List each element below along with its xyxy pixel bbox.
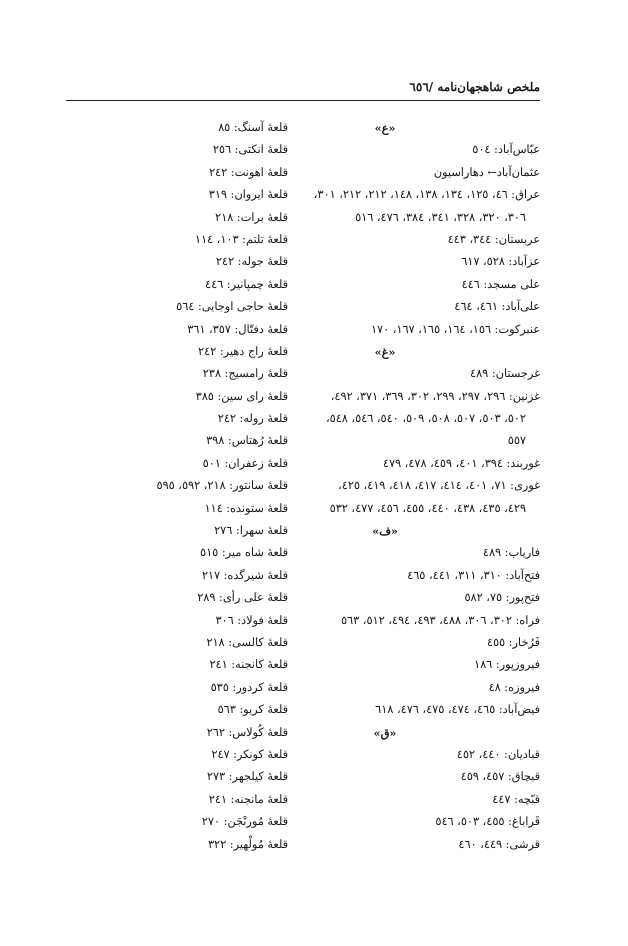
index-entry: قلعهٔ شاه میر: ٥١٥	[200, 546, 288, 560]
index-entry: قلعهٔ برات: ٢١٨	[215, 210, 288, 224]
index-entry: قلعهٔ سهرا: ٢٧٦	[214, 524, 288, 538]
letter-heading: «ف»	[372, 524, 398, 539]
index-entry: علی مسجد: ٤٤٦	[461, 277, 540, 291]
index-entry: عراق: ٤٦، ١٢٥، ١٣٤، ١٣٨، ١٤٨، ٢١٢، ٢١٢، ٣٠١،	[313, 188, 540, 202]
letter-heading: «ع»	[374, 121, 396, 135]
index-entry: قلعهٔ کردور: ٥٣٥	[210, 680, 288, 694]
index-entry: قلعهٔ رای سین: ٣٨٥	[195, 389, 288, 403]
index-entry: قَراباغ: ٤٥٥، ٥٠٣، ٥٤٦	[435, 815, 540, 829]
index-entry: قلعهٔ چمپانیر: ٤٤٦	[205, 277, 288, 291]
index-entry: قلعهٔ اهونت: ٢٤٢	[208, 165, 288, 179]
index-entry: علی‌آباد: ٤٦١، ٤٦٤	[454, 300, 540, 314]
index-entry: فیض‌آباد: ٤٦٥، ٤٧٤، ٤٧٥، ٤٧٦، ٦١٨	[375, 703, 540, 717]
index-entry: فراه: ٣٠٢، ٣٠٦، ٤٨٨، ٤٩٣، ٤٩٤، ٥١٢، ٥٦٣	[340, 613, 540, 627]
index-entry: قلعهٔ مُورنْجَن: ٢٧٠	[201, 815, 288, 829]
index-entry: قلعهٔ راج دهیر: ٢٤٢	[198, 344, 288, 358]
index-entry: غوربند: ٣٩٤، ٤٠١، ٤٥٩، ٤٧٨، ٤٧٩	[382, 456, 540, 470]
index-entry: فیروزه: ٤٨	[488, 680, 540, 694]
index-entry: قلعهٔ رامسیج: ٢٣٨	[202, 367, 288, 381]
index-entry: عبّاس‌آباد: ٥٠٤	[472, 143, 540, 157]
letter-heading: «غ»	[374, 344, 396, 359]
index-entry: قلعهٔ ایروان: ٣١٩	[208, 188, 288, 202]
letter-heading: «ق»	[373, 725, 397, 740]
index-entry: قلعهٔ کالسی: ٢١٨	[206, 635, 288, 649]
index-entry: فتح‌آباد: ٣١٠، ٣١١، ٤٤١، ٤٦٥	[407, 568, 540, 582]
index-entry-continuation: ٥٠٢، ٥٠٣، ٥٠٧، ٥٠٨، ٥٠٩، ٥٤٠، ٥٤٦، ٥٤٨،	[325, 412, 526, 426]
running-title: ملخص شاهجهان‌نامه /٦٥٦	[409, 80, 540, 94]
index-entry: قلعهٔ جوله: ٢٤٢	[215, 255, 288, 269]
index-entry: قلعهٔ سانتور: ٢١٨، ٥٩٢، ٥٩٥	[156, 479, 288, 493]
index-entry: قلعهٔ روله: ٢٤٢	[217, 412, 288, 426]
index-entry: فَرُخار: ٤٥٥	[486, 635, 540, 649]
index-entry: عزآباد: ٥٢٨، ٦١٧	[461, 255, 540, 269]
index-entry: فتح‌پور: ٧٥، ٥٨٢	[464, 591, 540, 605]
index-entry: قلعهٔ آسنگ: ٨٥	[218, 121, 288, 134]
index-entry: عثمان‌آباد← دهاراسیون	[433, 165, 540, 179]
index-entry: قلعهٔ مانجنه: ٢٤١	[208, 792, 288, 806]
index-entry: غزنین: ٢٩٦، ٢٩٧، ٢٩٩، ٣٠٢، ٣٦٩، ٣٧١، ٤٩٢،	[330, 389, 540, 403]
index-entry: قبادیان: ٤٤٠، ٤٥٢	[456, 747, 540, 761]
index-entry: فارياب: ٤٨٩	[482, 546, 540, 560]
index-entry: قلعهٔ کیلجهر: ٢٧٣	[206, 770, 288, 784]
index-entry: عربستان: ٣٤٤، ٤٤٣	[447, 232, 540, 246]
index-entry-continuation: ٣٠٦، ٣٢٠، ٣٢٨، ٣٤١، ٣٨٤، ٤٧٦، ٥١٦	[355, 210, 526, 224]
index-entry-continuation: ٥٥٧	[507, 434, 526, 448]
index-entry: قرشی: ٤٤٩، ٤٦٠	[458, 837, 540, 851]
index-entry: قلعهٔ مُولْهیر: ٣٢٢	[207, 837, 288, 851]
index-entry: قلعهٔ تلتم: ١٠٣، ١١٤	[194, 232, 288, 246]
index-entry: قلعهٔ کانجنه: ٢٤١	[209, 658, 288, 672]
index-entry: قلعهٔ علی رأی: ٢٨٩	[197, 591, 288, 605]
index-entry: غوری: ٧١، ٤٠١، ٤١٤، ٤١٧، ٤١٨، ٤١٩، ٤٢٥،	[338, 479, 540, 493]
index-entry: قلعهٔ کُولاس: ٢٦٢	[206, 725, 288, 739]
index-entry: قلعهٔ فولاد: ٣٠٦	[215, 613, 288, 627]
index-entry: قلعهٔ شیرگده: ٢١٧	[201, 568, 288, 582]
index-column-left	[48, 117, 288, 856]
index-entry: عنبرکوت: ١٥٦، ١٦٤، ١٦٥، ١٦٧، ١٧٠	[370, 322, 540, 336]
index-entry: قلعهٔ انکتی: ٢٥٦	[212, 143, 288, 157]
index-entry: قلعهٔ ستونده: ١١٤	[204, 501, 288, 515]
index-entry: قلعهٔ کریو: ٥٦٣	[217, 703, 288, 717]
index-entry: غرجستان: ٤٨٩	[470, 367, 540, 381]
index-entry: قلعهٔ کونکر: ٢٤٧	[211, 747, 288, 761]
index-entry: قبچاق: ٤٥٧، ٤٥٩	[460, 770, 540, 784]
index-entry: قلعهٔ زعفران: ٥٠١	[202, 456, 288, 470]
index-entry: قلعهٔ حاجی اوجایی: ٥٦٤	[176, 300, 288, 314]
index-entry: قلعهٔ دفتّال: ٣٥٧، ٣٦١	[187, 322, 288, 336]
index-entry-continuation: ٤٢٩، ٤٣٥، ٤٣٨، ٤٤٠، ٤٥٥، ٤٥٦، ٤٧٧، ٥٣٢	[329, 501, 526, 515]
index-entry: قلعهٔ رُهتاس: ٣٩٨	[206, 434, 288, 448]
page-header	[66, 76, 540, 101]
index-entry: فیروزپور: ١٨٦	[474, 658, 540, 672]
index-entry: قبّچه: ٤٤٧	[492, 792, 540, 806]
